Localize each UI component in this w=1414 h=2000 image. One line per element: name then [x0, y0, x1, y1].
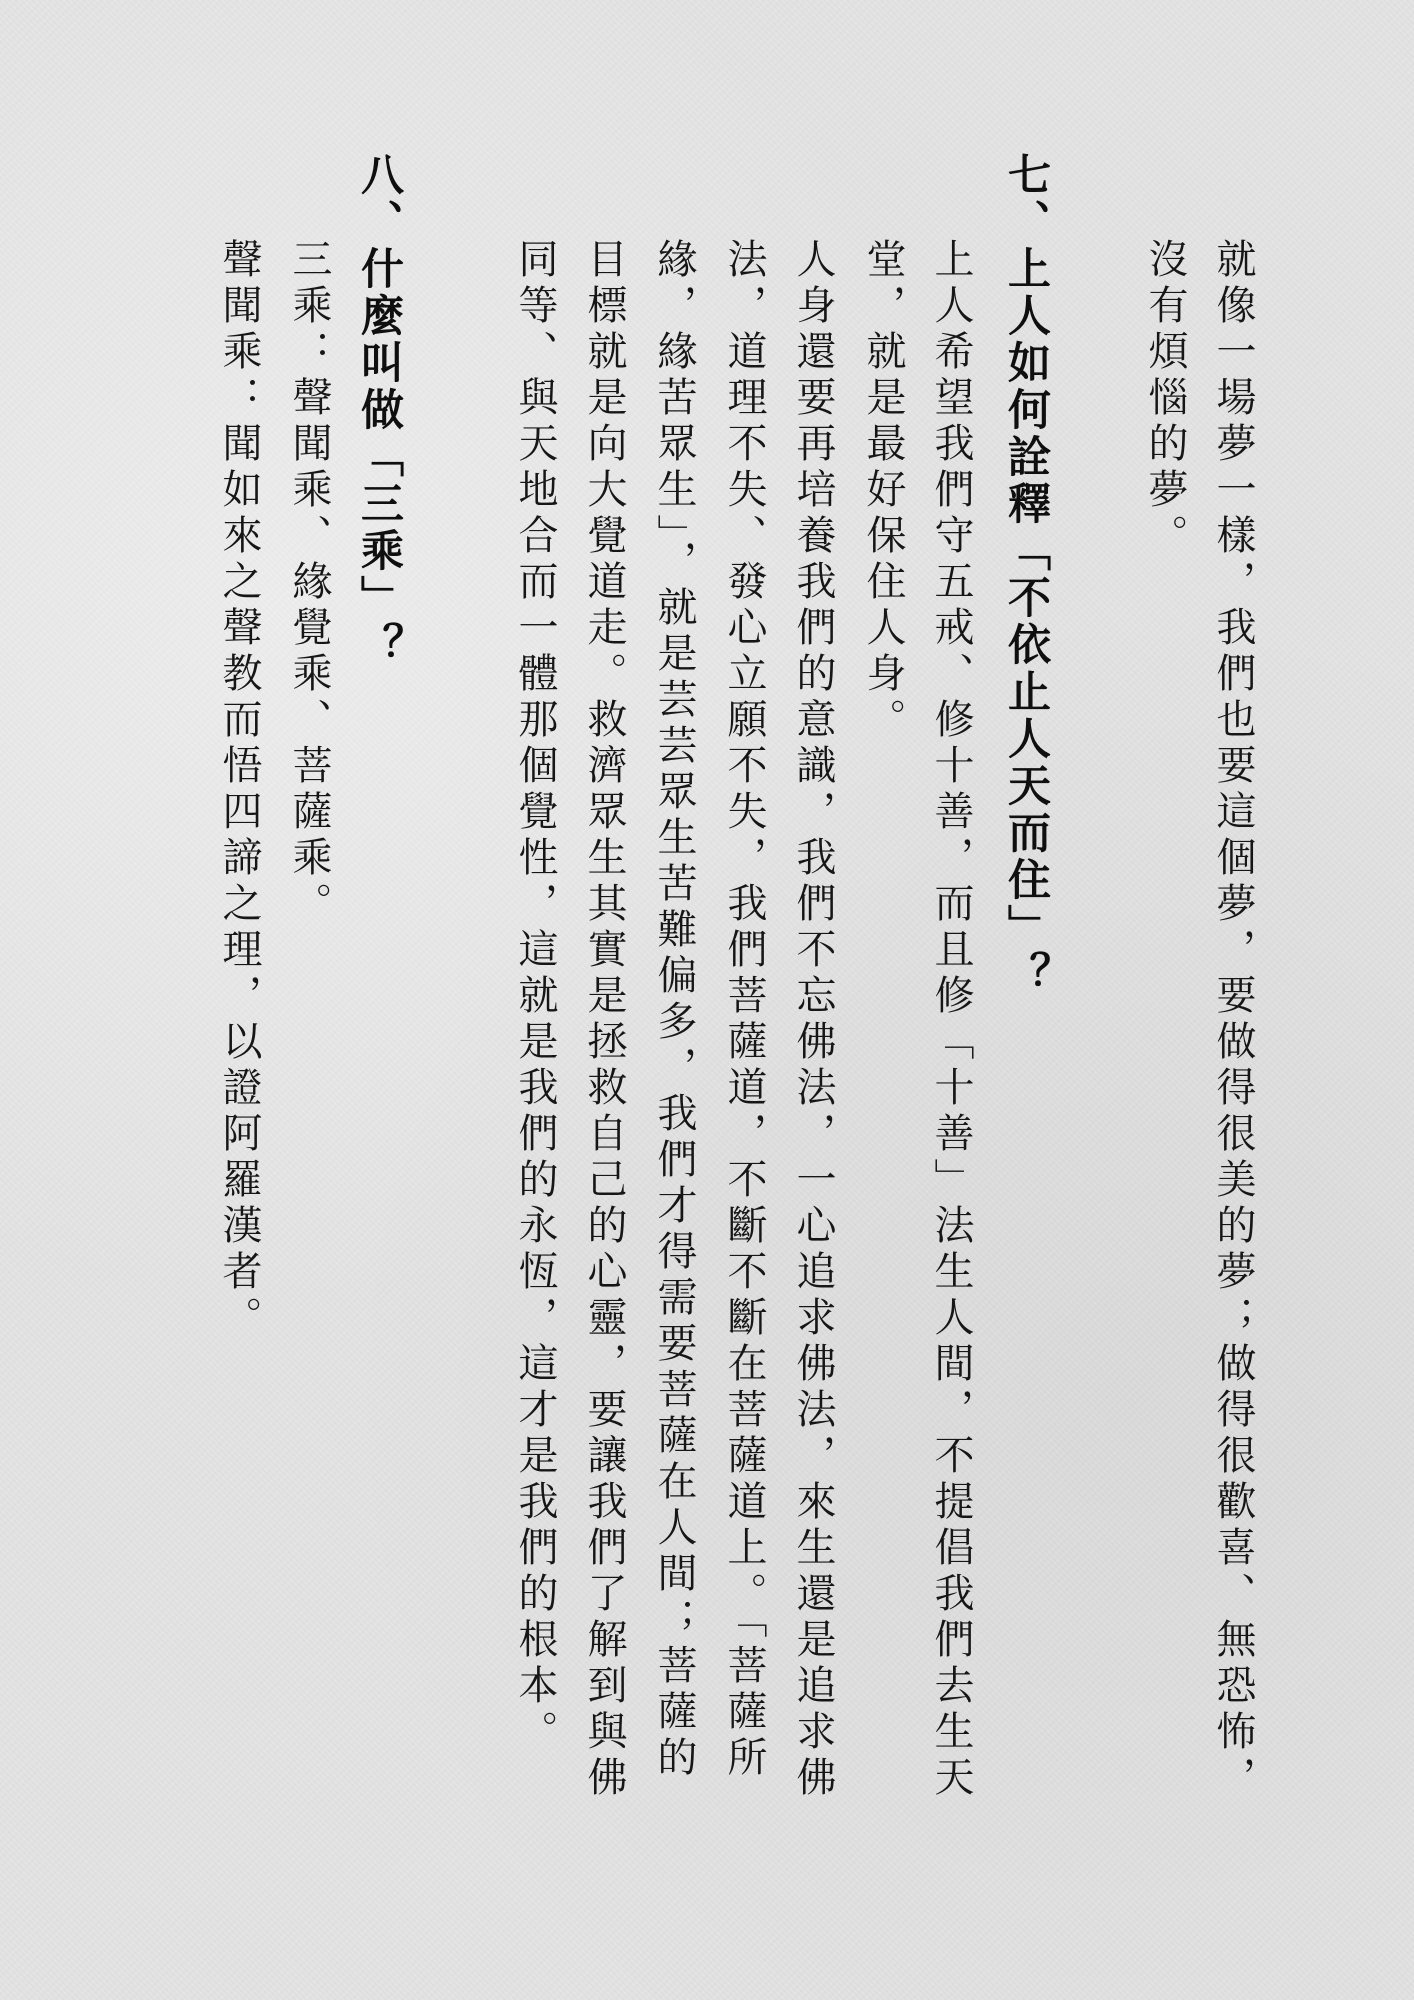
section-8-line-2: 聲聞乘：聞如來之聲教而悟四諦之理，以證阿羅漢者。 [216, 238, 262, 1342]
section-7-line-5: 緣，緣苦眾生」，就是芸芸眾生苦難偏多，我們才得需要菩薩在人間；菩薩的 [651, 238, 697, 1782]
section-7-line-7: 同等、與天地合而一體那個覺性，這就是我們的永恆，這才是我們的根本。 [512, 238, 558, 1756]
section-7-line-1: 上人希望我們守五戒、修十善，而且修「十善」法生人間，不提倡我們去生天 [928, 238, 974, 1802]
section-8-heading: 八、什麼叫做「三乘」？ [354, 152, 404, 669]
section-7-line-4: 法，道理不失、發心立願不失，我們菩薩道，不斷不斷在菩薩道上。「菩薩所 [721, 238, 767, 1782]
section-7-line-6: 目標就是向大覺道走。救濟眾生其實是拯救自己的心靈，要讓我們了解到與佛 [581, 238, 627, 1802]
section-7-heading: 七、上人如何詮釋「不依止人天而住」？ [1001, 152, 1051, 998]
section-7-line-2: 堂，就是最好保住人身。 [860, 238, 906, 744]
continuation-line-1: 就像一場夢一樣，我們也要這個夢，要做得很美的夢；做得很歡喜、無恐怖， [1210, 238, 1256, 1802]
continuation-line-2: 沒有煩惱的夢。 [1142, 238, 1188, 560]
section-7-line-3: 人身還要再培養我們的意識，我們不忘佛法，一心追求佛法，來生還是追求佛 [790, 238, 836, 1802]
section-8-line-1: 三乘：聲聞乘、緣覺乘、菩薩乘。 [286, 238, 332, 928]
